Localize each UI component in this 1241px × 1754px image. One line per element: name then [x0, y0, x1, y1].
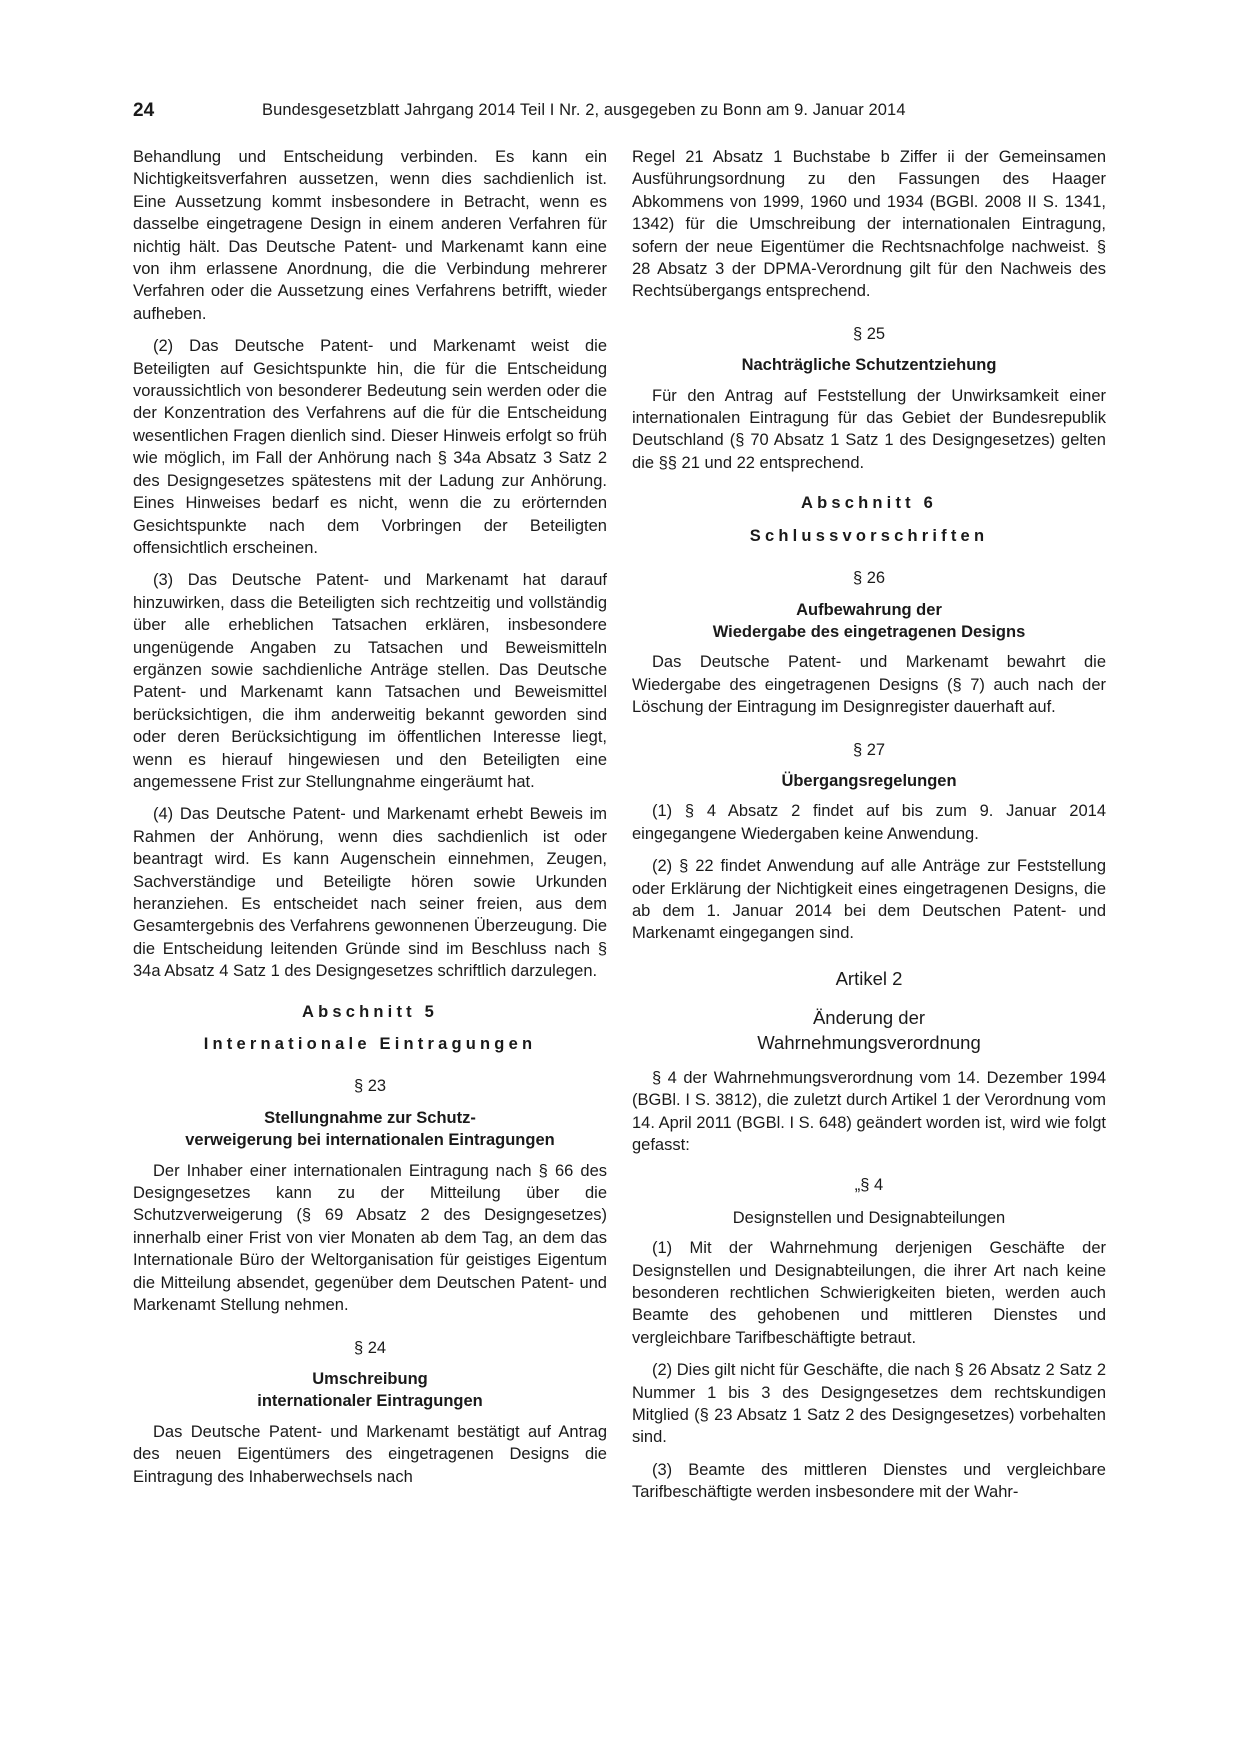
running-head: Bundesgesetzblatt Jahrgang 2014 Teil I Nr. 2, ausgegeben zu Bonn am 9. Januar 2014	[262, 101, 906, 119]
title-line: Umschreibung	[312, 1369, 428, 1388]
paragraph-title	[133, 1368, 607, 1413]
paragraph: (1) Mit der Wahrnehmung derjenigen Geschäfte der Designstellen und Designabteilungen, die ihrer Art nach keine besonderen rechtlichen Schwierigkeiten bieten, werden auch Beamte des gehobenen und mittleren Dienstes und vergleichbare Tarifbeschäftigte betraut.	[632, 1239, 1106, 1347]
paragraph: (1) § 4 Absatz 2 findet auf bis zum 9. Januar 2014 eingegangene Wiedergaben keine Anwendung.	[632, 802, 1106, 843]
title-line: Wahrnehmungsverordnung	[757, 1031, 981, 1053]
right-column	[632, 146, 1106, 1514]
paragraph-number: § 23	[353, 1077, 387, 1096]
paragraph: (3) Das Deutsche Patent- und Markenamt hat darauf hinzuwirken, dass die Beteiligten sich rechtzeitig und vollständig über alle erheblichen Tatsachen erklären, insbesondere ungenügende Angaben zu Tatsachen und Beweismitteln ergänzen sowie sachdienliche Anträge stellen. Das Deutsche Patent- und Markenamt kann Tatsachen und Beweismittel berücksichtigen, die ihm anderweitig bekannt geworden sind oder deren Berücksichtigung im öffentlichen Interesse liegt, wenn es hierauf hingewiesen und den Beteiligten eine angemessene Frist zur Stellungnahme eingeräumt hat.	[133, 571, 607, 791]
paragraph: Das Deutsche Patent- und Markenamt bestätigt auf Antrag des neuen Eigentümers des eingetragenen Designs die Eintragung des Inhaberwechsels nach	[133, 1422, 607, 1486]
title-line: Stellungnahme zur Schutz-	[264, 1108, 476, 1127]
title-line: verweigerung bei internationalen Eintragungen	[185, 1131, 555, 1150]
page-header	[133, 100, 1108, 128]
left-column	[133, 146, 607, 1498]
article-title	[632, 1005, 1106, 1055]
paragraph-title	[632, 599, 1106, 644]
paragraph: (2) Das Deutsche Patent- und Markenamt weist die Beteiligten auf Gesichtspunkte hin, die für die Entscheidung voraussichtlich von besonderer Bedeutung sein werden oder die der Konzentration des Verfahrens auf die für die Entscheidung wesentlichen Fragen dienlich sind. Dieser Hinweis erfolgt so früh wie möglich, im Fall der Anhörung nach § 34a Absatz 3 Satz 2 des Designgesetzes spätestens mit der Ladung zur Anhörung. Eines Hinweises bedarf es nicht, wenn die zu erörternden Gesichtspunkte nach dem Vorbringen der Beteiligten offensichtlich erscheinen.	[133, 337, 607, 557]
paragraph-title	[133, 1107, 607, 1152]
paragraph: (4) Das Deutsche Patent- und Markenamt erhebt Beweis im Rahmen der Anhörung, wenn dies sachdienlich ist oder beantragt wird. Es kann Augenschein einnehmen, Zeugen, Sachverständige und Beteiligte hören sowie Urkunden heranziehen. Es entscheidet nach seiner freien, aus dem Gesamtergebnis des Verfahrens gewonnenen Überzeugung. Die die Entscheidung leitenden Gründe sind im Beschluss nach § 34a Absatz 4 Satz 1 des Designgesetzes schriftlich darzulegen.	[133, 805, 607, 981]
title-line: Aufbewahrung der	[796, 600, 942, 619]
paragraph-title: Designstellen und Designabteilungen	[732, 1208, 1006, 1227]
title-line: internationaler Eintragungen	[257, 1392, 483, 1411]
paragraph: Das Deutsche Patent- und Markenamt bewahrt die Wiedergabe des eingetragenen Designs (§ 7) auch nach der Löschung der Eintragung im Designregister dauerhaft auf.	[632, 653, 1106, 717]
section-heading: Abschnitt 6	[800, 494, 938, 513]
paragraph: Regel 21 Absatz 1 Buchstabe b Ziffer ii der Gemeinsamen Ausführungsordnung zu den Fassungen des Haager Abkommens von 1999, 1960 und 1934 (BGBl. 2008 II S. 1341, 1342) für die Umschreibung der internationalen Eintragung, sofern der neue Eigentümer die Rechtsnachfolge nachweist. § 28 Absatz 3 der DPMA-Verordnung gilt für den Nachweis des Rechtsübergangs entsprechend.	[632, 148, 1106, 301]
paragraph: Für den Antrag auf Feststellung der Unwirksamkeit einer internationalen Eintragung für das Gebiet der Bundesrepublik Deutschland (§ 70 Absatz 1 Satz 1 des Designgesetzes) gelten die §§ 21 und 22 entsprechend.	[632, 386, 1106, 472]
paragraph: Behandlung und Entscheidung verbinden. Es kann ein Nichtigkeitsverfahren aussetzen, wenn dies sachdienlich ist. Eine Aussetzung kommt insbesondere in Betracht, wenn es dasselbe eingetragene Design in einem anderen Verfahren für nichtig hält. Das Deutsche Patent- und Markenamt kann eine von ihm erlassene Anordnung, die die Verbindung mehrerer Verfahren oder die Aussetzung eines Verfahrens betrifft, wieder aufheben.	[133, 148, 607, 323]
paragraph-number: § 24	[353, 1338, 387, 1357]
article-heading: Artikel 2	[835, 967, 903, 989]
title-line: Wiedergabe des eingetragenen Designs	[712, 622, 1026, 641]
title-line: Änderung der	[812, 1006, 926, 1028]
paragraph: Der Inhaber einer internationalen Eintragung nach § 66 des Designgesetzes kann zu der Mitteilung über die Schutzverweigerung (§ 69 Absatz 2 des Designgesetzes) innerhalb einer Frist von vier Monaten ab dem Tag, an dem das Internationale Büro der Weltorganisation für geistiges Eigentum die Mitteilung absendet, gegenüber dem Deutschen Patent- und Markenamt Stellung nehmen.	[133, 1161, 607, 1315]
paragraph-title: Übergangsregelungen	[781, 771, 957, 790]
paragraph-title: Nachträgliche Schutzentziehung	[741, 356, 997, 375]
paragraph-number: „§ 4	[854, 1176, 884, 1195]
paragraph: (3) Beamte des mittleren Dienstes und vergleichbare Tarifbeschäftigte werden insbesondere mit der Wahr-	[632, 1460, 1106, 1502]
paragraph: § 4 der Wahrnehmungsverordnung vom 14. Dezember 1994 (BGBl. I S. 3812), die zuletzt durch Artikel 1 der Verordnung vom 14. April 2011 (BGBl. I S. 648) geändert worden ist, wird wie folgt gefasst:	[632, 1068, 1106, 1154]
section-title: Schlussvorschriften	[749, 526, 989, 545]
page-number: 24	[133, 100, 155, 121]
section-heading: Abschnitt 5	[301, 1002, 439, 1021]
paragraph-number: § 27	[852, 740, 886, 759]
paragraph-number: § 25	[852, 324, 886, 343]
paragraph: (2) § 22 findet Anwendung auf alle Anträge zur Feststellung oder Erklärung der Nichtigkeit eines eingetragenen Designs, die ab dem 1. Januar 2014 bei dem Deutschen Patent- und Markenamt eingegangen sind.	[632, 857, 1106, 943]
paragraph-number: § 26	[852, 569, 886, 588]
paragraph: (2) Dies gilt nicht für Geschäfte, die nach § 26 Absatz 2 Satz 2 Nummer 1 bis 3 des Designgesetzes dem rechtskundigen Mitglied (§ 23 Absatz 1 Satz 2 des Designgesetzes) vorbehalten sind.	[632, 1361, 1106, 1447]
section-title: Internationale Eintragungen	[203, 1035, 537, 1054]
